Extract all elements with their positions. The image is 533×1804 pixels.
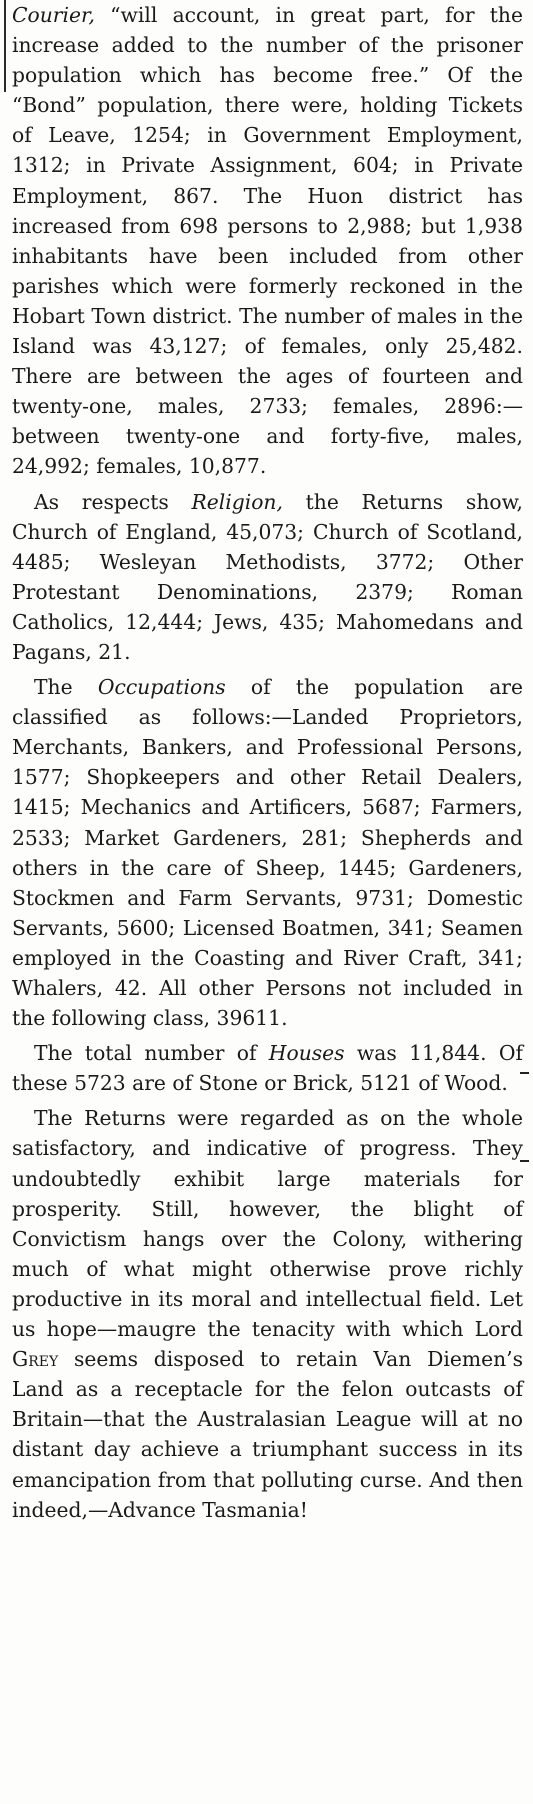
paragraph-conclusion (12, 1103, 523, 1524)
text-segment: Occupations (97, 675, 226, 700)
column-rule (4, 0, 6, 92)
text-segment: As respects (34, 489, 192, 514)
text-segment: seems disposed to retain Van Diemen’s Land as a receptacle for the felon outcasts of Britain—that the Australasian League will at no distant day achieve a triumphant success in its emancipation from that polluting curse. And then indeed,—Advance Tasmania! (12, 1347, 523, 1522)
text-segment: “will account, in great part, for the increase added to the number of the prisoner population which has become free.” Of the “Bond” population, there were, holding Tickets of Leave, 1254; in Government Employment, 1312; in Private Assignment, 604; in Private Employment, 867. The Huon district has increased from 698 persons to 2,988; but 1,938 inhabitants have been included from other parishes which were formerly reckoned in the Hobart Town district. The number of males in the Island was 43,127; of females, only 25,482. There are between the ages of fourteen and twenty-one, males, 2733; females, 2896:—between twenty-one and forty-five, males, 24,992; females, 10,877. (12, 3, 523, 479)
text-segment: The (34, 675, 98, 700)
text-segment: The Returns were regarded as on the whole satisfactory, and indicative of progress. They undoubtedly exhibit large materials for prosperity. Still, however, the blight of Convictism hangs over the Colony, withering much of what might otherwise prove richly productive in its moral and intellectual field. Let us hope—maugre the tenacity with which Lord (12, 1106, 523, 1342)
paragraph-religion (12, 487, 523, 668)
paragraph-population (12, 0, 523, 482)
paragraph-occupations (12, 672, 523, 1033)
text-segment: of the population are classified as follows:—Landed Proprietors, Merchants, Bankers, and Professional Persons, 1577; Shopkeepers and other Retail Dealers, 1415; Mechanics and Artificers, 5687; Farmers, 2533; Market Gardeners, 281; Shepherds and others in the care of Sheep, 1445; Gardeners, Stockmen and Farm Servants, 9731; Domestic Servants, 5600; Licensed Boatmen, 341; Seamen employed in the Coasting and River Craft, 341; Whalers, 42. All other Persons not included in the following class, 39611. (12, 675, 523, 1031)
text-segment: The total number of (34, 1041, 269, 1066)
text-segment: Houses (268, 1041, 345, 1066)
paragraph-houses (12, 1038, 523, 1098)
text-segment: Grey (12, 1347, 59, 1372)
text-segment: was 11,844. Of these 5723 are of Stone or Brick, 5121 of Wood. (12, 1041, 523, 1096)
article-column (12, 0, 523, 1525)
text-segment: the Returns show, Church of England, 45,073; Church of Scotland, 4485; Wesleyan Methodists, 3772; Other Protestant Denominations, 2379; Roman Catholics, 12,444; Jews, 435; Mahomedans and Pagans, 21. (12, 489, 523, 664)
text-segment: Religion, (191, 489, 283, 514)
text-segment: Courier, (12, 3, 95, 27)
